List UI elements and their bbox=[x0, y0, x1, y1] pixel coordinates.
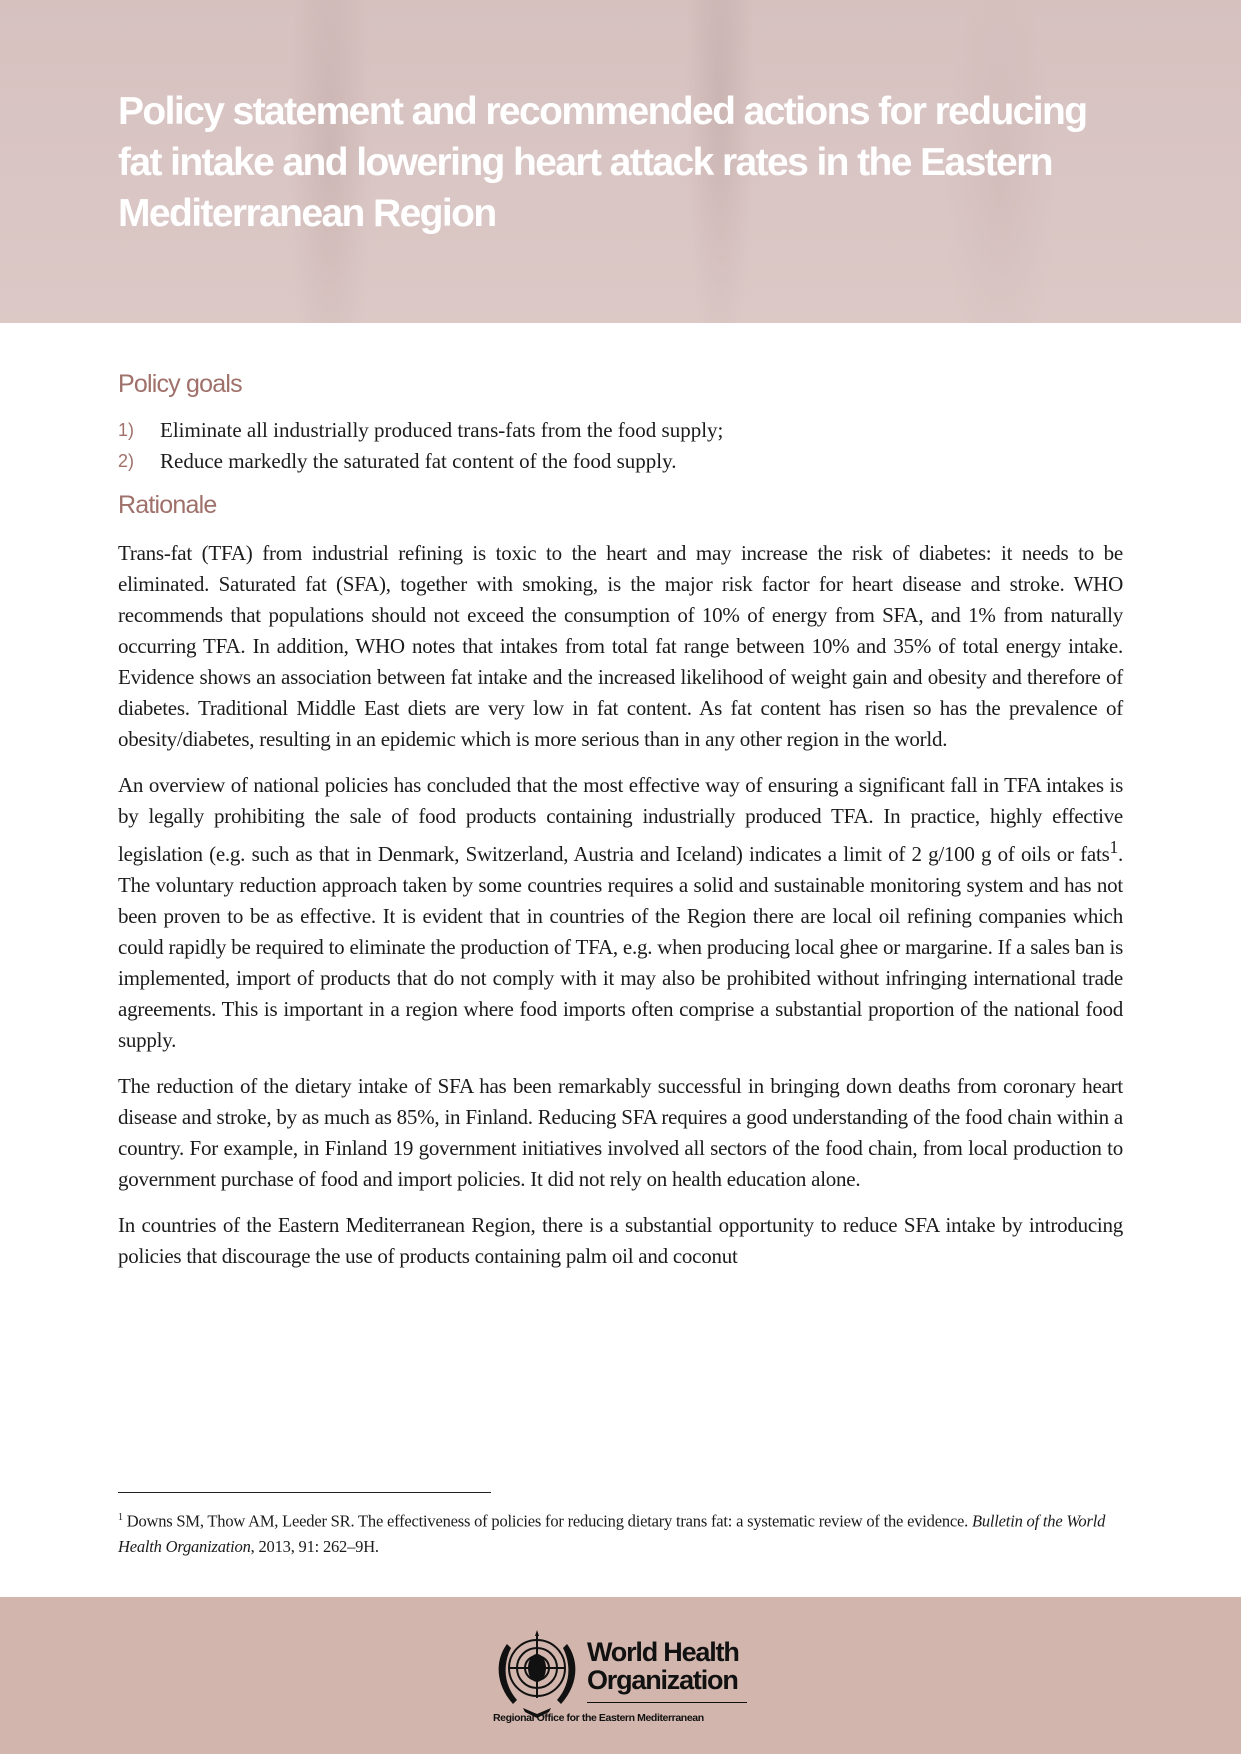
policy-goal-item bbox=[118, 415, 1123, 446]
footnote-journal: Bulletin of the World Health Organization bbox=[118, 1511, 1106, 1556]
main-content bbox=[118, 370, 1123, 1272]
rationale-heading: Rationale bbox=[118, 491, 217, 519]
paragraph-text: . The voluntary reduction approach taken by some countries requires a solid and sustainable monitoring system and has not been proven to be as effective. It is evident that in countries of the Region there are local oil refining companies which could rapidly be required to eliminate the production of TFA, e.g. when producing local ghee or margarine. If a sales ban is implemented, import of products that do not comply with it may also be prohibited without infringing international trade agreements. This is important in a region where food imports often comprise a substantial proportion of the national food supply. bbox=[118, 842, 1123, 1052]
footnote-citation: , 2013, 91: 262–9H. bbox=[250, 1536, 379, 1556]
rationale-paragraph bbox=[118, 770, 1123, 1056]
paragraph-text: An overview of national policies has concluded that the most effective way of ensuring a significant fall in TFA intakes is by legally prohibiting the sale of food products containing industrially produced TFA. In practice, highly effective legislation (e.g. such as that in Denmark, Switzerland, Austria and Iceland) indicates a limit of 2 g/100 g of oils or fats bbox=[118, 773, 1123, 866]
footnote-reference[interactable]: 1 bbox=[1109, 837, 1118, 857]
policy-goal-item bbox=[118, 446, 1123, 477]
rationale-paragraph: The reduction of the dietary intake of SFA has been remarkably successful in bringing down deaths from coronary heart disease and stroke, by as much as 85%, in Finland. Reducing SFA requires a good understanding of the food chain within a country. For example, in Finland 19 government initiatives involved all sectors of the food chain, from local production to government purchase of food and import policies. It did not rely on health education alone. bbox=[118, 1074, 1123, 1191]
goal-text: Eliminate all industrially produced trans-fats from the food supply; bbox=[160, 418, 724, 442]
who-emblem-icon bbox=[493, 1624, 581, 1720]
footnote-divider bbox=[118, 1492, 491, 1493]
footnote-marker: 1 bbox=[118, 1512, 123, 1523]
goal-text: Reduce markedly the saturated fat content of the food supply. bbox=[160, 449, 677, 473]
policy-goals-list bbox=[118, 415, 1123, 477]
document-title: Policy statement and recommended actions for reducing fat intake and lowering heart attack rates in the Eastern Mediterranean Region bbox=[118, 90, 1087, 235]
goal-number: 2) bbox=[118, 451, 135, 471]
rationale-paragraph: In countries of the Eastern Mediterranean Region, there is a substantial opportunity to reduce SFA intake by introducing policies that discourage the use of products containing palm oil and coconut bbox=[118, 1213, 1123, 1268]
goal-number: 1) bbox=[118, 420, 135, 440]
footnote bbox=[118, 1505, 1118, 1559]
logo-divider bbox=[587, 1702, 747, 1703]
org-name: World Health Organization bbox=[587, 1637, 739, 1695]
rationale-paragraph: Trans-fat (TFA) from industrial refining is toxic to the heart and may increase the risk of diabetes: it needs to be eliminated. Saturated fat (SFA), together with smoking, is the major risk factor for heart disease and stroke. WHO recommends that populations should not exceed the consumption of 10% of energy from SFA, and 1% from naturally occurring TFA. In addition, WHO notes that intakes from total fat range between 10% and 35% of total energy intake. Evidence shows an association between fat intake and the increased likelihood of weight gain and obesity and therefore of diabetes. Traditional Middle East diets are very low in fat content. As fat content has risen so has the prevalence of obesity/diabetes, resulting in an epidemic which is more serious than in any other region in the world. bbox=[118, 541, 1123, 751]
footnote-text: Downs SM, Thow AM, Leeder SR. The effectiveness of policies for reducing dietary trans fat: a systematic review of the evidence. bbox=[122, 1511, 972, 1531]
who-logo bbox=[493, 1624, 753, 1734]
policy-goals-heading: Policy goals bbox=[118, 370, 242, 398]
header-band bbox=[0, 0, 1241, 323]
regional-office-label: Regional Office for the Eastern Mediterranean bbox=[493, 1712, 704, 1724]
